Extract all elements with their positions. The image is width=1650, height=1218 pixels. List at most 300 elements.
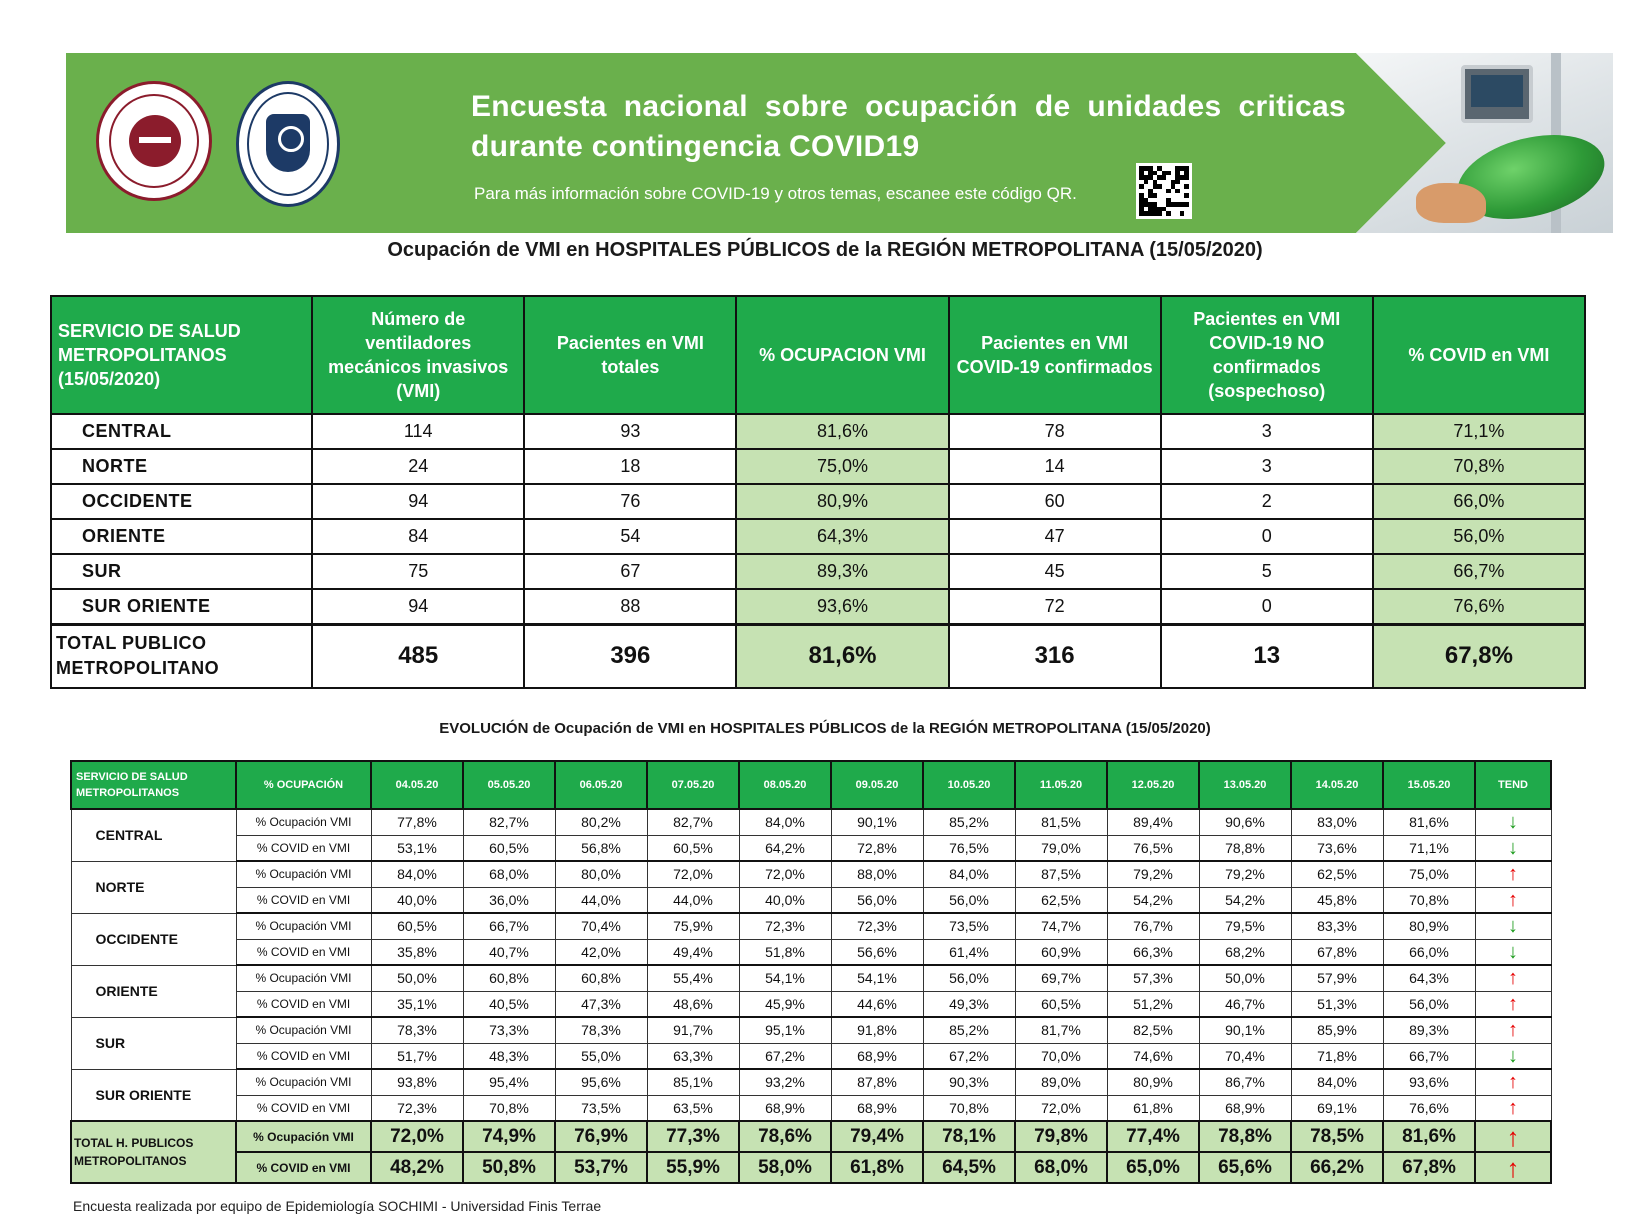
col-header-date: 14.05.20 bbox=[1291, 761, 1383, 809]
table-cell: 81,5% bbox=[1015, 809, 1107, 835]
col-header-date: 05.05.20 bbox=[463, 761, 555, 809]
table-cell: 90,1% bbox=[1199, 1017, 1291, 1043]
table-cell: 45 bbox=[949, 554, 1161, 589]
table-cell: 35,8% bbox=[371, 939, 463, 965]
arrow-up-icon: ↑ bbox=[1475, 861, 1551, 887]
metric-label: % Ocupación VMI bbox=[236, 1069, 371, 1095]
table-cell: 78,8% bbox=[1199, 1121, 1291, 1152]
table-cell: 83,3% bbox=[1291, 913, 1383, 939]
table-cell: 40,5% bbox=[463, 991, 555, 1017]
table-row bbox=[71, 913, 1551, 939]
table-cell: 36,0% bbox=[463, 887, 555, 913]
table-cell: 54,1% bbox=[739, 965, 831, 991]
table-cell: 50,0% bbox=[1199, 965, 1291, 991]
table-cell: 57,9% bbox=[1291, 965, 1383, 991]
table-row bbox=[51, 519, 1585, 554]
total-cell: 81,6% bbox=[736, 624, 948, 688]
table-cell: 65,0% bbox=[1107, 1152, 1199, 1183]
table-cell: 75,9% bbox=[647, 913, 739, 939]
table-cell: 47,3% bbox=[555, 991, 647, 1017]
table-cell: 74,9% bbox=[463, 1121, 555, 1152]
table-row bbox=[71, 887, 1551, 913]
table-cell: 68,2% bbox=[1199, 939, 1291, 965]
table-cell: 56,0% bbox=[923, 965, 1015, 991]
table-cell: 45,9% bbox=[739, 991, 831, 1017]
table-cell: 68,9% bbox=[1199, 1095, 1291, 1121]
table-cell: 77,8% bbox=[371, 809, 463, 835]
table-cell: 72 bbox=[949, 589, 1161, 624]
table-cell: 61,4% bbox=[923, 939, 1015, 965]
table-cell: 78,6% bbox=[739, 1121, 831, 1152]
arrow-up-icon: ↑ bbox=[1475, 1069, 1551, 1095]
table-cell: 48,6% bbox=[647, 991, 739, 1017]
table-cell: 68,9% bbox=[739, 1095, 831, 1121]
metric-label: % COVID en VMI bbox=[236, 939, 371, 965]
table-cell: 82,5% bbox=[1107, 1017, 1199, 1043]
table-cell: 47 bbox=[949, 519, 1161, 554]
arrow-down-icon: ↓ bbox=[1475, 835, 1551, 861]
table-cell: 85,2% bbox=[923, 1017, 1015, 1043]
col-header-num-vmi: Número de ventiladores mecánicos invasivos (VMI) bbox=[312, 296, 524, 414]
table-cell: 73,5% bbox=[555, 1095, 647, 1121]
total-row bbox=[71, 1152, 1551, 1183]
table-cell: 45,8% bbox=[1291, 887, 1383, 913]
table-cell: 72,0% bbox=[739, 861, 831, 887]
table-cell: 70,4% bbox=[1199, 1043, 1291, 1069]
service-name: SUR bbox=[71, 1017, 236, 1069]
table-cell: 14 bbox=[949, 449, 1161, 484]
table-cell: 89,0% bbox=[1015, 1069, 1107, 1095]
table-cell: 76,5% bbox=[923, 835, 1015, 861]
table-row bbox=[71, 1069, 1551, 1095]
ventilator-monitor bbox=[1461, 65, 1533, 123]
table-cell: 76 bbox=[524, 484, 736, 519]
table-cell: 67,8% bbox=[1291, 939, 1383, 965]
table-cell: 87,8% bbox=[831, 1069, 923, 1095]
metric-label: % COVID en VMI bbox=[236, 991, 371, 1017]
table-cell: 76,6% bbox=[1383, 1095, 1475, 1121]
table-cell: 56,8% bbox=[555, 835, 647, 861]
table-cell: 60,9% bbox=[1015, 939, 1107, 965]
table-cell: 55,9% bbox=[647, 1152, 739, 1183]
metric-label: % Ocupación VMI bbox=[236, 913, 371, 939]
table-cell: 66,7% bbox=[1373, 554, 1585, 589]
table-cell: 67,2% bbox=[739, 1043, 831, 1069]
table-cell: 80,2% bbox=[555, 809, 647, 835]
table-cell: 95,6% bbox=[555, 1069, 647, 1095]
table-cell: 95,4% bbox=[463, 1069, 555, 1095]
table-cell: 85,2% bbox=[923, 809, 1015, 835]
table-cell: 53,1% bbox=[371, 835, 463, 861]
table-cell: 51,3% bbox=[1291, 991, 1383, 1017]
table-cell: 88,0% bbox=[831, 861, 923, 887]
evolution-table bbox=[70, 760, 1552, 1184]
table-cell: 81,6% bbox=[1383, 809, 1475, 835]
table-cell: 60,5% bbox=[371, 913, 463, 939]
table-cell: 114 bbox=[312, 414, 524, 449]
table-cell: 72,0% bbox=[371, 1121, 463, 1152]
col-header-date: 09.05.20 bbox=[831, 761, 923, 809]
arrow-down-icon: ↓ bbox=[1475, 939, 1551, 965]
table-cell: 91,8% bbox=[831, 1017, 923, 1043]
arrow-up-icon: ↑ bbox=[1475, 1095, 1551, 1121]
table-cell: 46,7% bbox=[1199, 991, 1291, 1017]
table-cell: 35,1% bbox=[371, 991, 463, 1017]
table-cell: 62,5% bbox=[1291, 861, 1383, 887]
table-cell: 3 bbox=[1161, 414, 1373, 449]
table-row bbox=[71, 1017, 1551, 1043]
table-cell: 0 bbox=[1161, 589, 1373, 624]
table-cell: 67,8% bbox=[1383, 1152, 1475, 1183]
table-cell: 81,7% bbox=[1015, 1017, 1107, 1043]
total-row bbox=[51, 624, 1585, 688]
service-name: SUR ORIENTE bbox=[51, 589, 312, 624]
table-cell: 56,0% bbox=[1373, 519, 1585, 554]
table-cell: 70,8% bbox=[1373, 449, 1585, 484]
table-cell: 72,0% bbox=[647, 861, 739, 887]
table-cell: 90,1% bbox=[831, 809, 923, 835]
table2-header-row bbox=[71, 761, 1551, 809]
table-cell: 88 bbox=[524, 589, 736, 624]
table-cell: 79,2% bbox=[1199, 861, 1291, 887]
table-row bbox=[71, 1043, 1551, 1069]
table-row bbox=[51, 589, 1585, 624]
table-cell: 66,7% bbox=[463, 913, 555, 939]
col-header-date: 04.05.20 bbox=[371, 761, 463, 809]
table-cell: 90,3% bbox=[923, 1069, 1015, 1095]
table-cell: 82,7% bbox=[463, 809, 555, 835]
table-cell: 79,5% bbox=[1199, 913, 1291, 939]
table-row bbox=[51, 449, 1585, 484]
total-cell: 396 bbox=[524, 624, 736, 688]
table-cell: 81,6% bbox=[736, 414, 948, 449]
service-name: ORIENTE bbox=[71, 965, 236, 1017]
table-cell: 69,7% bbox=[1015, 965, 1107, 991]
table-cell: 40,0% bbox=[739, 887, 831, 913]
col-header-metric: % OCUPACIÓN bbox=[236, 761, 371, 809]
table-cell: 70,8% bbox=[1383, 887, 1475, 913]
table-cell: 86,7% bbox=[1199, 1069, 1291, 1095]
table-cell: 93,6% bbox=[736, 589, 948, 624]
table-cell: 89,3% bbox=[736, 554, 948, 589]
table-cell: 84 bbox=[312, 519, 524, 554]
table-cell: 54 bbox=[524, 519, 736, 554]
table2-title: EVOLUCIÓN de Ocupación de VMI en HOSPITALES PÚBLICOS de la REGIÓN METROPOLITANA (15/05/2020) bbox=[439, 720, 1211, 737]
total-label: TOTAL H. PUBLICOS METROPOLITANOS bbox=[71, 1121, 236, 1183]
table-cell: 93,2% bbox=[739, 1069, 831, 1095]
col-header-covid-sospechoso: Pacientes en VMI COVID-19 NO confirmados (sospechoso) bbox=[1161, 296, 1373, 414]
service-name: NORTE bbox=[71, 861, 236, 913]
table1-header-row bbox=[51, 296, 1585, 414]
table-cell: 77,3% bbox=[647, 1121, 739, 1152]
table-cell: 40,7% bbox=[463, 939, 555, 965]
table-cell: 78,3% bbox=[371, 1017, 463, 1043]
table-cell: 95,1% bbox=[739, 1017, 831, 1043]
col-header-covid-pct: % COVID en VMI bbox=[1373, 296, 1585, 414]
table-cell: 55,0% bbox=[555, 1043, 647, 1069]
table-cell: 70,8% bbox=[463, 1095, 555, 1121]
metric-label: % Ocupación VMI bbox=[236, 1121, 371, 1152]
table-cell: 60,5% bbox=[463, 835, 555, 861]
footer-note: Encuesta realizada por equipo de Epidemiología SOCHIMI - Universidad Finis Terrae bbox=[73, 1198, 602, 1214]
table-cell: 76,5% bbox=[1107, 835, 1199, 861]
header-banner bbox=[66, 53, 1613, 233]
table-cell: 50,0% bbox=[371, 965, 463, 991]
table-cell: 50,8% bbox=[463, 1152, 555, 1183]
table-cell: 42,0% bbox=[555, 939, 647, 965]
arrow-up-icon: ↑ bbox=[1475, 1121, 1551, 1152]
table-cell: 85,1% bbox=[647, 1069, 739, 1095]
table-cell: 53,7% bbox=[555, 1152, 647, 1183]
col-header-date: 12.05.20 bbox=[1107, 761, 1199, 809]
table-cell: 0 bbox=[1161, 519, 1373, 554]
table-cell: 87,5% bbox=[1015, 861, 1107, 887]
col-header-date: 06.05.20 bbox=[555, 761, 647, 809]
col-header-servicio: SERVICIO DE SALUD METROPOLITANOS bbox=[71, 761, 236, 809]
table-row bbox=[51, 484, 1585, 519]
table-cell: 78 bbox=[949, 414, 1161, 449]
table-row bbox=[71, 809, 1551, 835]
hand bbox=[1416, 183, 1486, 223]
total-cell: 485 bbox=[312, 624, 524, 688]
table-row bbox=[71, 835, 1551, 861]
service-name: CENTRAL bbox=[71, 809, 236, 861]
table-cell: 78,5% bbox=[1291, 1121, 1383, 1152]
table-cell: 64,5% bbox=[923, 1152, 1015, 1183]
table-cell: 91,7% bbox=[647, 1017, 739, 1043]
total-row bbox=[71, 1121, 1551, 1152]
arrow-up-icon: ↑ bbox=[1475, 991, 1551, 1017]
qr-code-icon[interactable] bbox=[1136, 163, 1192, 219]
table-row bbox=[71, 991, 1551, 1017]
table-cell: 79,0% bbox=[1015, 835, 1107, 861]
table-cell: 84,0% bbox=[371, 861, 463, 887]
arrow-down-icon: ↓ bbox=[1475, 1043, 1551, 1069]
table-cell: 75,0% bbox=[736, 449, 948, 484]
table-cell: 67,2% bbox=[923, 1043, 1015, 1069]
metric-label: % Ocupación VMI bbox=[236, 861, 371, 887]
table-cell: 49,4% bbox=[647, 939, 739, 965]
col-header-pacientes-vmi: Pacientes en VMI totales bbox=[524, 296, 736, 414]
table-cell: 58,0% bbox=[739, 1152, 831, 1183]
sochimi-logo bbox=[96, 81, 212, 201]
table-cell: 54,2% bbox=[1107, 887, 1199, 913]
table-cell: 63,5% bbox=[647, 1095, 739, 1121]
service-name: ORIENTE bbox=[51, 519, 312, 554]
col-header-servicio: SERVICIO DE SALUD METROPOLITANOS (15/05/2020) bbox=[51, 296, 312, 414]
table-cell: 72,3% bbox=[739, 913, 831, 939]
col-header-date: 08.05.20 bbox=[739, 761, 831, 809]
table-cell: 51,8% bbox=[739, 939, 831, 965]
table-cell: 80,9% bbox=[1107, 1069, 1199, 1095]
arrow-up-icon: ↑ bbox=[1475, 1152, 1551, 1183]
occupancy-table bbox=[50, 295, 1586, 689]
table-cell: 68,0% bbox=[1015, 1152, 1107, 1183]
table-cell: 70,8% bbox=[923, 1095, 1015, 1121]
table-cell: 79,8% bbox=[1015, 1121, 1107, 1152]
table-cell: 80,9% bbox=[736, 484, 948, 519]
table-cell: 84,0% bbox=[1291, 1069, 1383, 1095]
table-row bbox=[51, 414, 1585, 449]
arrow-down-icon: ↓ bbox=[1475, 913, 1551, 939]
col-header-date: 10.05.20 bbox=[923, 761, 1015, 809]
table-cell: 68,9% bbox=[831, 1095, 923, 1121]
metric-label: % COVID en VMI bbox=[236, 1095, 371, 1121]
table-cell: 68,0% bbox=[463, 861, 555, 887]
table-cell: 84,0% bbox=[923, 861, 1015, 887]
table-cell: 64,3% bbox=[736, 519, 948, 554]
table-cell: 94 bbox=[312, 589, 524, 624]
table-cell: 79,4% bbox=[831, 1121, 923, 1152]
col-header-date: 07.05.20 bbox=[647, 761, 739, 809]
table-row bbox=[71, 861, 1551, 887]
table-cell: 51,2% bbox=[1107, 991, 1199, 1017]
table-cell: 80,9% bbox=[1383, 913, 1475, 939]
table-cell: 89,4% bbox=[1107, 809, 1199, 835]
total-cell: 13 bbox=[1161, 624, 1373, 688]
table-cell: 72,3% bbox=[371, 1095, 463, 1121]
metric-label: % COVID en VMI bbox=[236, 1152, 371, 1183]
table-cell: 62,5% bbox=[1015, 887, 1107, 913]
table-cell: 90,6% bbox=[1199, 809, 1291, 835]
table-cell: 60,8% bbox=[555, 965, 647, 991]
col-header-ocupacion: % OCUPACION VMI bbox=[736, 296, 948, 414]
table-cell: 55,4% bbox=[647, 965, 739, 991]
col-header-trend: TEND bbox=[1475, 761, 1551, 809]
metric-label: % COVID en VMI bbox=[236, 1043, 371, 1069]
table-cell: 73,3% bbox=[463, 1017, 555, 1043]
table-cell: 57,3% bbox=[1107, 965, 1199, 991]
table-cell: 54,1% bbox=[831, 965, 923, 991]
table-cell: 61,8% bbox=[831, 1152, 923, 1183]
table-cell: 40,0% bbox=[371, 887, 463, 913]
table-cell: 49,3% bbox=[923, 991, 1015, 1017]
table-cell: 72,0% bbox=[1015, 1095, 1107, 1121]
table-cell: 79,2% bbox=[1107, 861, 1199, 887]
table-cell: 73,6% bbox=[1291, 835, 1383, 861]
table-cell: 18 bbox=[524, 449, 736, 484]
table-row bbox=[71, 939, 1551, 965]
service-name: SUR bbox=[51, 554, 312, 589]
table-cell: 56,0% bbox=[831, 887, 923, 913]
table-cell: 48,2% bbox=[371, 1152, 463, 1183]
service-name: NORTE bbox=[51, 449, 312, 484]
banner-title: Encuesta nacional sobre ocupación de unidades criticas durante contingencia COVID19 bbox=[471, 90, 1346, 163]
table-row bbox=[51, 554, 1585, 589]
table-cell: 2 bbox=[1161, 484, 1373, 519]
total-cell: 67,8% bbox=[1373, 624, 1585, 688]
table-cell: 60 bbox=[949, 484, 1161, 519]
col-header-covid-confirmados: Pacientes en VMI COVID-19 confirmados bbox=[949, 296, 1161, 414]
table-cell: 63,3% bbox=[647, 1043, 739, 1069]
table-cell: 60,5% bbox=[1015, 991, 1107, 1017]
table-cell: 78,8% bbox=[1199, 835, 1291, 861]
table-cell: 51,7% bbox=[371, 1043, 463, 1069]
table-cell: 54,2% bbox=[1199, 887, 1291, 913]
table-cell: 44,0% bbox=[647, 887, 739, 913]
total-cell: 316 bbox=[949, 624, 1161, 688]
metric-label: % Ocupación VMI bbox=[236, 1017, 371, 1043]
table-cell: 74,6% bbox=[1107, 1043, 1199, 1069]
table-cell: 75 bbox=[312, 554, 524, 589]
arrow-down-icon: ↓ bbox=[1475, 809, 1551, 835]
table-cell: 66,3% bbox=[1107, 939, 1199, 965]
table-cell: 60,8% bbox=[463, 965, 555, 991]
table-cell: 72,3% bbox=[831, 913, 923, 939]
table-cell: 82,7% bbox=[647, 809, 739, 835]
table-cell: 56,0% bbox=[923, 887, 1015, 913]
table-cell: 76,7% bbox=[1107, 913, 1199, 939]
table-cell: 44,0% bbox=[555, 887, 647, 913]
table-cell: 75,0% bbox=[1383, 861, 1475, 887]
metric-label: % Ocupación VMI bbox=[236, 965, 371, 991]
table-cell: 73,5% bbox=[923, 913, 1015, 939]
metric-label: % COVID en VMI bbox=[236, 835, 371, 861]
col-header-date: 11.05.20 bbox=[1015, 761, 1107, 809]
table-cell: 78,3% bbox=[555, 1017, 647, 1043]
table-cell: 85,9% bbox=[1291, 1017, 1383, 1043]
table-cell: 44,6% bbox=[831, 991, 923, 1017]
table-cell: 93,6% bbox=[1383, 1069, 1475, 1095]
table-cell: 69,1% bbox=[1291, 1095, 1383, 1121]
table-row bbox=[71, 1095, 1551, 1121]
table-cell: 64,2% bbox=[739, 835, 831, 861]
col-header-date: 15.05.20 bbox=[1383, 761, 1475, 809]
table-cell: 72,8% bbox=[831, 835, 923, 861]
table-cell: 74,7% bbox=[1015, 913, 1107, 939]
table-cell: 48,3% bbox=[463, 1043, 555, 1069]
table-cell: 66,7% bbox=[1383, 1043, 1475, 1069]
table-cell: 66,2% bbox=[1291, 1152, 1383, 1183]
table-cell: 56,6% bbox=[831, 939, 923, 965]
table-cell: 83,0% bbox=[1291, 809, 1383, 835]
service-name: OCCIDENTE bbox=[51, 484, 312, 519]
table-cell: 80,0% bbox=[555, 861, 647, 887]
table-cell: 89,3% bbox=[1383, 1017, 1475, 1043]
col-header-date: 13.05.20 bbox=[1199, 761, 1291, 809]
table-cell: 94 bbox=[312, 484, 524, 519]
table-row bbox=[71, 965, 1551, 991]
service-name: SUR ORIENTE bbox=[71, 1069, 236, 1121]
table-cell: 78,1% bbox=[923, 1121, 1015, 1152]
table-cell: 93 bbox=[524, 414, 736, 449]
table-cell: 71,1% bbox=[1383, 835, 1475, 861]
table-cell: 71,8% bbox=[1291, 1043, 1383, 1069]
table-cell: 76,6% bbox=[1373, 589, 1585, 624]
table1-title: Ocupación de VMI en HOSPITALES PÚBLICOS de la REGIÓN METROPOLITANA (15/05/2020) bbox=[387, 239, 1263, 261]
table-cell: 60,5% bbox=[647, 835, 739, 861]
metric-label: % COVID en VMI bbox=[236, 887, 371, 913]
table-cell: 84,0% bbox=[739, 809, 831, 835]
table-cell: 71,1% bbox=[1373, 414, 1585, 449]
table-cell: 66,0% bbox=[1373, 484, 1585, 519]
arrow-up-icon: ↑ bbox=[1475, 1017, 1551, 1043]
table-cell: 61,8% bbox=[1107, 1095, 1199, 1121]
service-name: CENTRAL bbox=[51, 414, 312, 449]
arrow-up-icon: ↑ bbox=[1475, 887, 1551, 913]
table-cell: 77,4% bbox=[1107, 1121, 1199, 1152]
metric-label: % Ocupación VMI bbox=[236, 809, 371, 835]
table-cell: 5 bbox=[1161, 554, 1373, 589]
arrow-up-icon: ↑ bbox=[1475, 965, 1551, 991]
table-cell: 64,3% bbox=[1383, 965, 1475, 991]
table-cell: 65,6% bbox=[1199, 1152, 1291, 1183]
table-cell: 93,8% bbox=[371, 1069, 463, 1095]
banner-subtitle: Para más información sobre COVID-19 y otros temas, escanee este código QR. bbox=[474, 184, 1077, 203]
table-cell: 68,9% bbox=[831, 1043, 923, 1069]
service-name: OCCIDENTE bbox=[71, 913, 236, 965]
table-cell: 66,0% bbox=[1383, 939, 1475, 965]
